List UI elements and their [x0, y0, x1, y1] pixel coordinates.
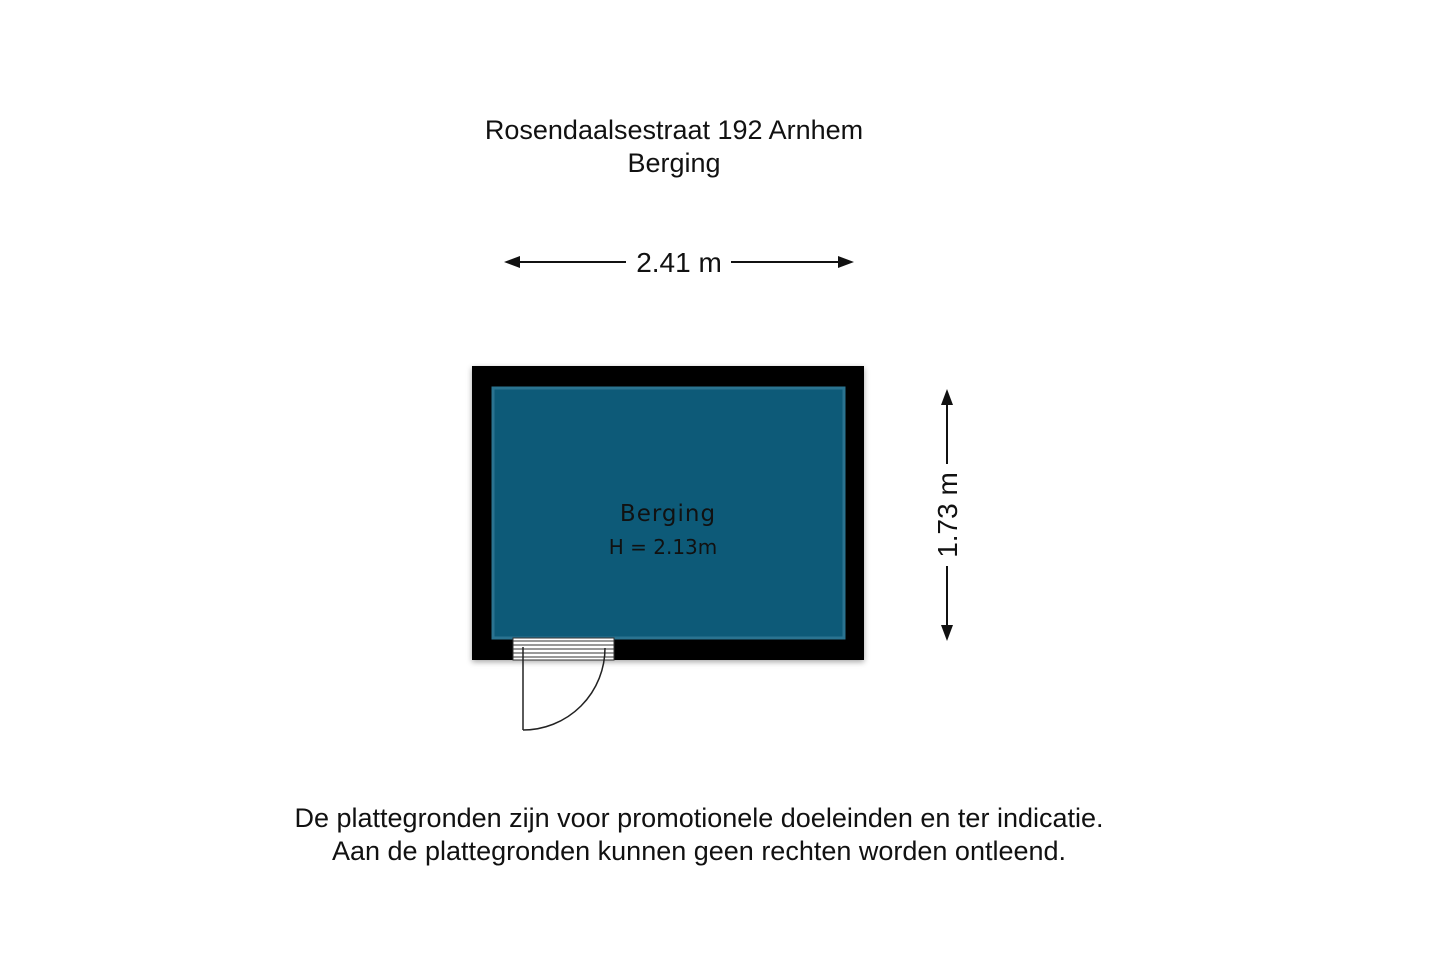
room-height-label: H = 2.13m: [608, 535, 718, 559]
disclaimer-line-1: De plattegronden zijn voor promotionele doeleinden en ter indicatie.: [294, 803, 1104, 833]
address-title: Rosendaalsestraat 192 Arnhem: [484, 115, 864, 145]
arrow-right-icon: [838, 256, 854, 268]
room-name-label: Berging: [619, 501, 717, 527]
width-dimension: [504, 247, 854, 278]
depth-label: 1.73 m: [932, 472, 963, 558]
arrow-up-icon: [941, 389, 953, 405]
floor-title: Berging: [627, 148, 721, 178]
arrow-left-icon: [504, 256, 520, 268]
width-label: 2.41 m: [636, 247, 722, 278]
arrow-down-icon: [941, 625, 953, 641]
disclaimer: [120, 802, 1278, 868]
depth-dimension: [932, 389, 963, 641]
door: [513, 638, 614, 730]
disclaimer-line-2: Aan de plattegronden kunnen geen rechten worden ontleend.: [331, 836, 1067, 866]
